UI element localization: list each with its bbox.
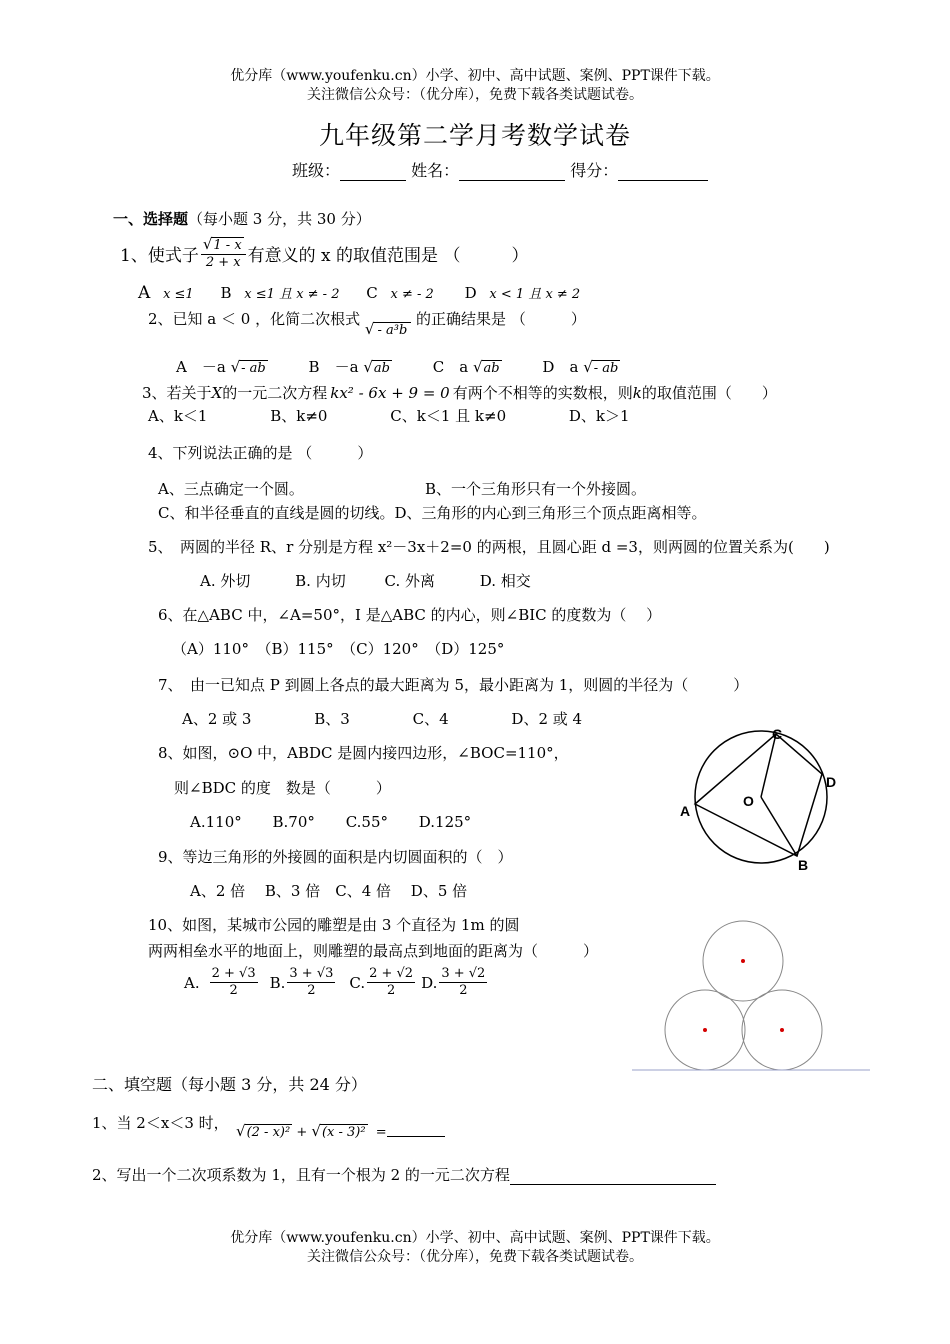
q8-opt-c: C.55° xyxy=(345,813,388,831)
q8-opt-a: A.110° xyxy=(190,813,242,831)
q2-prefix: 2、已知 a ＜ 0 ，化简二次根式 xyxy=(148,310,361,328)
q2-suffix: 的正确结果是 （ ） xyxy=(416,310,586,328)
q5-opt-d: D. 相交 xyxy=(479,572,531,590)
section1-title: 一、选择题 xyxy=(113,210,189,228)
question-6: 6、在△ABC 中，∠A=50°，I 是△ABC 的内心，则∠BIC 的度数为（ ） xyxy=(158,606,662,624)
q8-label-d: D xyxy=(826,774,837,790)
q3-prefix: 3、若关于 xyxy=(142,384,212,402)
q1-frac-num: 1 - x xyxy=(213,238,242,253)
q3-opt-b: B、k≠0 xyxy=(270,407,328,425)
q1-opt-c-label: C xyxy=(366,284,378,302)
q3-equation: kx² - 6x + 9 = 0 xyxy=(330,384,450,402)
q2-opt-c: C a √ab xyxy=(432,358,500,376)
s2-q2-text: 2、写出一个二次项系数为 1，且有一个根为 2 的一元二次方程 xyxy=(92,1166,510,1184)
q1-options xyxy=(138,283,580,303)
class-label: 班级： xyxy=(292,161,341,180)
q3-end: 的取值范围（ ） xyxy=(641,384,777,402)
q10-left-center xyxy=(703,1028,707,1032)
s2-q1-radical-1: (2 - x)² xyxy=(246,1125,291,1140)
section2-heading: 二、填空题（每小题 3 分，共 24 分） xyxy=(92,1075,367,1094)
q7-opt-a: A、2 或 3 xyxy=(182,710,252,728)
name-blank[interactable] xyxy=(459,180,565,181)
q4-opt-a: A、三点确定一个圆。 xyxy=(158,480,304,498)
q5-opt-c: C. 外离 xyxy=(384,572,435,590)
name-label: 姓名： xyxy=(411,161,460,180)
q8-label-o: O xyxy=(743,793,754,809)
section1-note: （每小题 3 分，共 30 分） xyxy=(188,210,371,228)
q10-opt-b: B. $\frac{3 + √3}{2}$ xyxy=(269,966,334,998)
q8-opt-b: B.70° xyxy=(272,813,315,831)
footer-line-2: 关注微信公众号：（优分库），免费下载各类试题试卷。 xyxy=(307,1249,643,1265)
q3-k: k xyxy=(632,384,642,402)
q3-options xyxy=(148,405,630,426)
s2-q1-radical-2: (x - 3)² xyxy=(321,1125,366,1140)
q8-circle-figure xyxy=(676,722,846,877)
q10-options xyxy=(184,966,489,999)
q10-opt-d: D. $\frac{3 + √2}{2}$ xyxy=(421,966,486,998)
q8-options xyxy=(190,813,471,831)
q4-opt-cd: C、和半径垂直的直线是圆的切线。D、三角形的内心到三角形三个顶点距离相等。 xyxy=(158,504,707,522)
q9-options: A、2 倍 B、3 倍 C、4 倍 D、5 倍 xyxy=(190,882,468,900)
s2-q1-answer-blank[interactable] xyxy=(387,1122,445,1137)
q2-options xyxy=(176,356,620,377)
q7-opt-d: D、2 或 4 xyxy=(511,710,583,728)
q10-opt-c: C. $\frac{2 + √2}{2}$ xyxy=(349,966,414,998)
q8-opt-d: D.125° xyxy=(418,813,472,831)
s2-question-2 xyxy=(92,1164,716,1185)
s2-q1-equals: = xyxy=(375,1125,387,1140)
q5-options xyxy=(200,570,531,591)
question-1 xyxy=(120,236,528,271)
q10-right-center xyxy=(780,1028,784,1032)
q1-fraction: $\frac{√1 - x}{2 + x}$ xyxy=(201,236,246,271)
q7-opt-c: C、4 xyxy=(412,710,449,728)
question-4: 4、下列说法正确的是 （ ） xyxy=(148,444,373,462)
q10-top-center xyxy=(741,959,745,963)
score-label: 得分： xyxy=(570,161,619,180)
q8-label-a: A xyxy=(680,803,691,819)
question-10-line1: 10、如图，某城市公园的雕塑是由 3 个直径为 1m 的圆 xyxy=(148,916,520,934)
q3-opt-d: D、k＞1 xyxy=(568,407,630,425)
q8-label-c: C xyxy=(772,726,783,742)
question-5: 5、 两圆的半径 R、r 分别是方程 x²－3x＋2=0 的两根，且圆心距 d =3，则两圆的位置关系为( ) xyxy=(148,538,830,556)
s2-question-1: 1、当 2＜x＜3 时， xyxy=(92,1114,229,1132)
question-7: 7、 由一已知点 P 到圆上各点的最大距离为 5，最小距离为 1，则圆的半径为（ ） xyxy=(158,676,749,694)
q2-opt-a: A －a √- ab xyxy=(176,358,266,376)
score-blank[interactable] xyxy=(618,180,708,181)
q5-opt-a: A. 外切 xyxy=(200,572,251,590)
q10-opt-a: A. $\frac{2 + √3}{2}$ xyxy=(184,966,256,998)
info-line xyxy=(292,158,708,181)
q1-opt-d: x < 1 且 x ≠ 2 xyxy=(489,287,581,302)
q7-options xyxy=(182,708,582,729)
q4-opt-b: B、一个三角形只有一个外接圆。 xyxy=(425,480,647,498)
footer-line-1: 优分库（www.youfenku.cn）小学、初中、高中试题、案例、PPT课件下载。 xyxy=(230,1230,720,1246)
q8-quadrilateral xyxy=(695,734,822,856)
q5-opt-b: B. 内切 xyxy=(295,572,346,590)
question-2: 2、已知 a ＜ 0 ，化简二次根式 √ - a³b 的正确结果是 （ ） xyxy=(148,310,586,338)
q1-opt-a: x ≤1 xyxy=(163,287,194,302)
q3-var: X xyxy=(211,384,223,402)
s2-q1-expression: √(2 - x)² + √(x - 3)² = xyxy=(236,1122,445,1140)
page-title: 九年级第二学月考数学试卷 xyxy=(318,121,631,150)
q1-prefix: 1、使式子 xyxy=(120,246,199,266)
q3-opt-a: A、k＜1 xyxy=(148,407,208,425)
s2-q2-answer-blank[interactable] xyxy=(510,1168,716,1185)
q8-oc-line xyxy=(761,734,776,797)
q1-opt-c: x ≠ - 2 xyxy=(390,287,434,302)
s2-q1-plus: + xyxy=(296,1125,308,1140)
q1-opt-d-label: D xyxy=(464,284,477,302)
question-3 xyxy=(142,382,777,403)
class-blank[interactable] xyxy=(340,180,406,181)
header-line-1: 优分库（www.youfenku.cn）小学、初中、高中试题、案例、PPT课件下载。 xyxy=(230,68,720,84)
q3-mid: 的一元二次方程 xyxy=(222,384,328,402)
q2-radicand: - a³b xyxy=(373,322,411,338)
q1-opt-a-label: A xyxy=(138,283,151,303)
q8-label-b: B xyxy=(798,857,809,873)
q3-suffix: 有两个不相等的实数根，则 xyxy=(452,384,633,402)
section1-heading xyxy=(113,208,371,229)
q1-opt-b: x ≤1 且 x ≠ - 2 xyxy=(244,287,340,302)
q2-opt-d: D a √- ab xyxy=(542,358,619,376)
q1-frac-den: 2 + x xyxy=(205,255,241,270)
question-8-line2: 则∠BDC 的度 数是（ ） xyxy=(174,779,391,797)
q6-options: （A）110° （B）115° （C）120° （D）125° xyxy=(172,640,505,658)
q3-opt-c: C、k＜1 且 k≠0 xyxy=(390,407,507,425)
header-line-2: 关注微信公众号：（优分库），免费下载各类试题试卷。 xyxy=(307,87,643,103)
q7-opt-b: B、3 xyxy=(314,710,350,728)
question-10-line2: 两两相垒水平的地面上，则雕塑的最高点到地面的距离为（ ） xyxy=(148,942,599,960)
q1-opt-b-label: B xyxy=(220,284,232,302)
q10-circles-figure xyxy=(630,912,875,1077)
question-9: 9、等边三角形的外接圆的面积是内切圆面积的（ ） xyxy=(158,848,513,866)
question-8-line1: 8、如图，⊙O 中，ABDC 是圆内接四边形，∠BOC=110°， xyxy=(158,744,569,762)
q2-opt-b: B －a √ab xyxy=(308,358,390,376)
q1-suffix: 有意义的 x 的取值范围是 （ ） xyxy=(247,246,529,266)
